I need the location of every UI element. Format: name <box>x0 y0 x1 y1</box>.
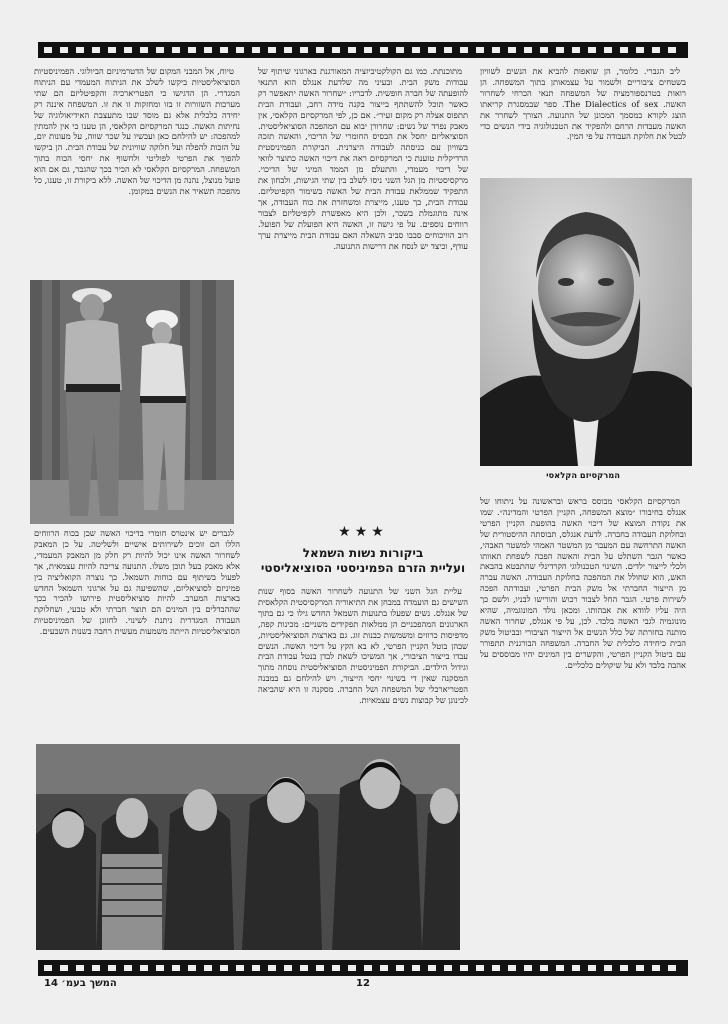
film-sprocket-hole <box>604 47 612 53</box>
film-sprocket-hole <box>284 47 292 53</box>
film-sprocket-hole <box>508 965 516 971</box>
film-sprocket-hole <box>252 965 260 971</box>
section-separator-stars: ★★★ <box>338 524 388 540</box>
film-sprocket-hole <box>60 47 68 53</box>
film-sprocket-hole <box>156 965 164 971</box>
film-sprocket-hole <box>108 965 116 971</box>
film-sprocket-hole <box>316 47 324 53</box>
film-sprocket-hole <box>204 965 212 971</box>
article-paragraph: טיוח, אל המבני המקום של הדטרמיניזם הביולוגי. הפמיניסטיות הסוציאליסטיות ביקשו לשלב את הניתוח המעמדי עם הניתוח המגדרי. הן הדגישו כי הפטריארכיה והקפיטליזם הם שתי מערכות השזורות זו בזו ומחזקות זו את זו. המשפחה איננה רק יחידה כלכלית אלא גם מוסד שבו מתעצבת האידיאולוגיה של נחיתות האשה. כנגד המרקסיזם הקלאסי, הן טענו כי אין להמתין למהפכה: יש להילחם כאן ועכשיו על שכר שווה, על מעונות יום, על הזכות להפלה ועל חלוקה שוויונית של עבודת הבית. הן ביקשו להפוך את הפרטי לפוליטי ולחשוף את יחסי הכוח בתוך המשפחה. המרקסיזם הקלאסי לא הכיר בכך שהגבר, גם אם הוא פועל מנוצל, נהנה מן הדיכוי של האשה. ללא ביקורת זו, טענו, כל מהפכה תשאיר את הנשים במקומן. <box>34 66 240 196</box>
film-sprocket-hole <box>124 965 132 971</box>
film-sprocket-hole <box>220 47 228 53</box>
article-column-right-bottom <box>480 496 686 950</box>
film-sprocket-hole <box>188 47 196 53</box>
film-sprocket-hole <box>588 965 596 971</box>
film-sprocket-hole <box>476 47 484 53</box>
section-heading-line-2: ועליית הזרם הפמיניסטי הסוציאליסטי <box>260 561 466 575</box>
film-sprocket-hole <box>620 47 628 53</box>
film-sprocket-hole <box>140 965 148 971</box>
film-sprocket-hole <box>540 965 548 971</box>
film-sprocket-hole <box>124 47 132 53</box>
film-sprocket-hole <box>44 965 52 971</box>
article-paragraph: לגברים יש אינטרס חומרי בדיכוי האשה שכן בכוח הרווחים הללו הם זוכים לשירותים אישיים ולשליטה. על כן המאבק לשחרור האשה אינו יכול להיות רק חלק מן המאבק המעמדי, אלא מאבק בעל תוכן משלו. התנועה צריכה להיות עצמאית, אך לפעול בשיתוף עם כוחות השמאל. כך נוצרה הקואליציה בין פמיניזם לסוציאליזם, שהשפיעה גם על ארגוני השמאל החדש בארצות המערב. להיות סוציאליסטית פירושו להכיר בכך שההבדלים בין המינים הם תוצר חברתי ולא טבעי, ושחלוקת העבודה המגדרית ניתנת לשינוי. לחזונן של הפמיניסטיות הסוציאליסטיות הייתה משמעות מעשית רחבה בשנות השבעים. <box>34 528 240 637</box>
film-sprocket-hole <box>476 965 484 971</box>
section-heading <box>258 546 468 576</box>
newspaper-page <box>30 66 698 952</box>
film-sprocket-hole <box>60 965 68 971</box>
film-sprocket-hole <box>76 965 84 971</box>
film-sprocket-hole <box>492 47 500 53</box>
article-paragraph: המרקסיזם הקלאסי מבוסס בראש ובראשונה על ניתוחו של אנגלס בחיבורו ״מוצא המשפחה, הקניין הפרטי והמדינה״. שמו את נקודת המוצא של דיכוי האשה בהופעת הקניין הפרטי ובחלוקת העבודה בחברה. לדעת אנגלס, תבוסתה ההיסטורית של האשה התרחשה עם המעבר מן המשטר האמהי למשטר האבהי, כאשר הגבר השתלט על הבית והאשה הפכה לשפחת תאוותו ולכלי לייצור ילדים. השינוי הטכנולוגי הקרדינלי שהתבטא בהבאת האש, הוא שחולל את המהפכה בחלוקת העבודה. האשה עברה מן הייצור החברתי אל משק הבית הפרטי, ועבודתה הפכה לשירות פרטי. הגבר החל לצבור רכוש והורישו לבניו, ולשם כך היה עליו לוודא את אבהותו. ומכאן נולד המונוגמיה, שהיא מונוגמיה לגבי האשה בלבד. לכן, על פי אנגלס, שחרור האשה מותנה בחזרתה של כלל הנשים אל הייצור הציבורי ובביטול משק הבית כיחידה כלכלית של החברה. המשפחה הבורגנית תתפורר עם ביטול הקניין הפרטי, והקשרים בין המינים יהיו מבוססים על אהבה בלבד ולא על שיקולים כלכליים. <box>480 496 686 670</box>
film-sprocket-hole <box>156 47 164 53</box>
film-sprocket-hole <box>300 965 308 971</box>
article-column-middle-bottom <box>258 586 468 748</box>
film-sprocket-hole <box>524 47 532 53</box>
film-sprocket-hole <box>540 47 548 53</box>
continued-on-page-label: המשך בעמ׳ 14 <box>44 978 117 989</box>
film-sprocket-hole <box>636 47 644 53</box>
film-sprocket-hole <box>588 47 596 53</box>
article-paragraph: ליב הגברי. כלומר, הן שואפות להביא את הנשים לשוויון בשטחים ציבוריים ולשמור על עצמאותן בתוך המשפחה. הן רואות בטרנספורמציה של המשפחה תנאי הכרחי לשחרור האשה. The Dialectics of sex. ספר שבמסגרת קריאתו הוצג לקורא כמסמך המכונן של התנועה. הצורך לשחרר את האשה מעבדות הרחם ולהפקיד את הטכנולוגיה בידי הנשים כדי לבטל את חלוקת העבודה על פי המין. <box>480 66 686 142</box>
film-sprocket-hole <box>268 47 276 53</box>
film-sprocket-hole <box>92 47 100 53</box>
film-sprocket-hole <box>428 965 436 971</box>
film-sprocket-hole <box>668 47 676 53</box>
film-sprocket-hole <box>284 965 292 971</box>
film-sprocket-hole <box>428 47 436 53</box>
film-sprocket-hole <box>204 47 212 53</box>
film-sprocket-hole <box>92 965 100 971</box>
film-sprocket-hole <box>332 965 340 971</box>
article-paragraph: עליית הגל השני של התנועה לשחרור האשה בסוף שנות השישים גם הועמדה במבחן את התיאוריה המרקסיסטית הקלאסית של אנגלס. נשים שפעלו בתנועות השמאל החדש גילו כי גם בתוך הארגונים המהפכניים הן ממלאות תפקידים משניים: מכינות קפה, מדפיסות כרוזים ומשמשות כבנות זוג. גם בארצות הסוציאליסטיות, שבהן בוטל הקניין הפרטי, לא בא הקץ על דיכוי האשה. הנשים עבדו בייצור הציבורי, אך המשיכו לשאת לבדן בנטל עבודת הבית וגידול הילדים. הביקורת הפמיניסטית הסוציאליסטית נוסחה מתוך המסקנה שאין די בשינוי יחסי הייצור, ויש להילחם גם במבנה הפטריארכלי של המשפחה ושל החברה. מסקנה זו היא שהביאה לכינונן של קבוצות נשים עצמאיות. <box>258 586 468 706</box>
film-sprocket-hole <box>556 965 564 971</box>
film-sprocket-hole <box>620 965 628 971</box>
film-sprocket-hole <box>412 965 420 971</box>
film-sprocket-hole <box>348 47 356 53</box>
film-sprocket-hole <box>572 47 580 53</box>
engels-portrait-photo <box>480 178 692 466</box>
article-paragraph: מתוכנתת. כמו גם הקולקטיביזציה המאורגנת בארגוני שיתוף של עבודות משק הבית. ובעיני מה שלדעת אנגלס הוא התנאי להופעתה של חברה חופשית. לדבריו: ״שחרור האשה יתאפשר רק כאשר תוכל להשתתף בייצור בקנה מידה רחב, ועבודת הבית תתפוס אצלה רק מקום זעיר״. אם כן, לפי המרקסיזם הקלאסי, אין מאבק נפרד של נשים: שחרורן יבוא עם המהפכה הסוציאליסטית. הסוציאליזם יחסל את הבסיס החומרי של הדיכוי, והאשה תזכה בשוויון עם כניסתה לעבודה היצרנית. הביקורת הפמיניסטית הרדיקלית טוענת כי המרקסיזם ראה את דיכוי האשה כתוצר לוואי של דיכוי מעמדי, והתעלם מן הממד המיני של הדיכוי. מרקסיסטיות מן הגל השני ניסו לשלב בין שתי הגישות, ולבחון את התפקיד שממלאת עבודת הבית של האשה בשימור הקפיטליזם. עבודת הבית, כך טענו, מייצרת ומשחזרת את כוח העבודה, אך אינה מתוגמלת בשכר, ולכן היא מאפשרת לקפיטליזם לצבור רווחים נוספים. על פי גישה זו, האשה היא הפועלת של הפועל. רוב הוויכוחים סבבו סביב השאלה האם עבודת הבית מייצרת ערך עודף, וכיצד יש לנסח את דרישות התנועה. <box>258 66 468 251</box>
film-sprocket-hole <box>236 47 244 53</box>
film-sprocket-hole <box>348 965 356 971</box>
article-column-left-bottom <box>34 528 240 748</box>
film-sprocket-hole <box>444 965 452 971</box>
workers-hardhat-icon <box>30 280 234 524</box>
article-column-right-top <box>480 66 686 166</box>
film-sprocket-hole <box>380 965 388 971</box>
film-sprocket-hole <box>460 965 468 971</box>
film-sprocket-hole <box>668 965 676 971</box>
film-sprocket-hole <box>252 47 260 53</box>
film-sprocket-hole <box>220 965 228 971</box>
engels-portrait-icon <box>480 178 692 466</box>
film-sprocket-hole <box>188 965 196 971</box>
film-sprocket-hole <box>44 47 52 53</box>
film-sprocket-hole <box>172 47 180 53</box>
film-sprocket-hole <box>364 47 372 53</box>
film-sprocket-hole <box>108 47 116 53</box>
film-sprocket-hole <box>460 47 468 53</box>
article-column-left-top <box>34 66 240 276</box>
film-sprocket-hole <box>364 965 372 971</box>
film-strip-bottom-border <box>38 960 688 976</box>
film-sprocket-hole <box>140 47 148 53</box>
film-sprocket-hole <box>492 965 500 971</box>
caption-classic-marxism: המרקסיזם הקלאסי <box>546 470 620 480</box>
film-sprocket-hole <box>556 47 564 53</box>
women-workers-photo <box>30 280 234 524</box>
film-sprocket-hole <box>652 47 660 53</box>
women-protest-photo <box>36 744 460 950</box>
film-sprocket-hole <box>412 47 420 53</box>
film-sprocket-hole <box>332 47 340 53</box>
film-sprocket-hole <box>444 47 452 53</box>
film-strip-top-border <box>38 42 688 58</box>
film-sprocket-hole <box>572 965 580 971</box>
film-sprocket-hole <box>76 47 84 53</box>
article-column-middle-top <box>258 66 468 526</box>
film-sprocket-hole <box>636 965 644 971</box>
film-sprocket-hole <box>236 965 244 971</box>
film-sprocket-hole <box>524 965 532 971</box>
film-sprocket-hole <box>604 965 612 971</box>
page-number: 12 <box>356 978 370 989</box>
film-sprocket-hole <box>652 965 660 971</box>
film-sprocket-hole <box>508 47 516 53</box>
film-sprocket-hole <box>268 965 276 971</box>
film-sprocket-hole <box>172 965 180 971</box>
film-sprocket-hole <box>396 965 404 971</box>
protest-crowd-icon <box>36 744 460 950</box>
film-sprocket-hole <box>396 47 404 53</box>
film-sprocket-hole <box>316 965 324 971</box>
section-heading-line-1: ביקורות נשות השמאל <box>302 546 424 560</box>
film-sprocket-hole <box>300 47 308 53</box>
film-sprocket-hole <box>380 47 388 53</box>
